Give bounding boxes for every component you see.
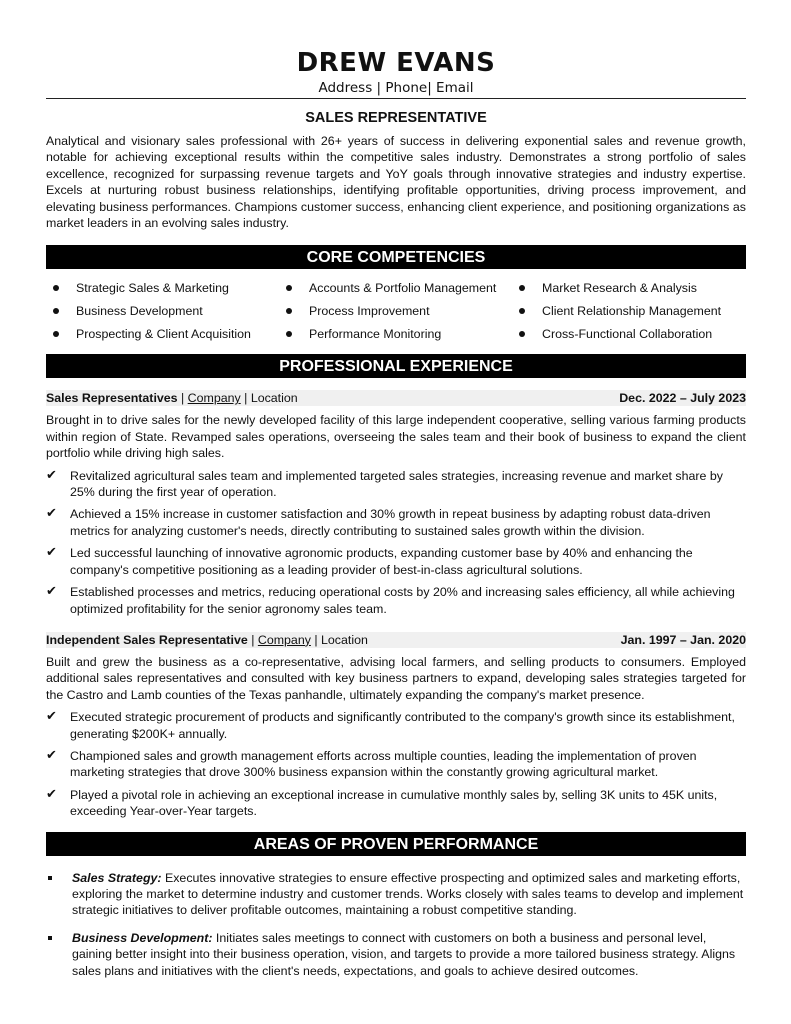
- competency-label: Strategic Sales & Marketing: [76, 281, 229, 296]
- job-description: Brought in to drive sales for the newly developed facility of this large independent cooperative, selling various farming products within region of State. Revamped sales operations, overseeing the sales team and their book of business to expand the client portfolio while driving high sales.: [46, 413, 746, 461]
- separator: |: [310, 632, 322, 647]
- competency-label: Client Relationship Management: [542, 304, 722, 319]
- achievement-item: [46, 468, 746, 501]
- job-dates: Dec. 2022 – July 2023: [619, 391, 746, 406]
- job-role-line: [46, 632, 368, 648]
- performance-text: [72, 930, 746, 979]
- checkmark-icon: ✔: [46, 467, 57, 483]
- achievement-text: Led successful launching of innovative agronomic products, expanding customer base by 40% and enhancing the company's competitive positioning as a leading provider of best-in-class agricultural solutions.: [70, 546, 693, 577]
- checkmark-icon: ✔: [46, 786, 57, 802]
- job-description: Built and grew the business as a co-representative, advising local farmers, and selling products to consumers. Employed additional sales representatives and consulted with key business partners to expand, developing sales strategies targeted for the Castro and Lamb counties of the Texas panhandle, ultimately expanding the company's market presence.: [46, 654, 746, 702]
- competency-item: [53, 326, 286, 342]
- job-company: Company: [187, 391, 241, 406]
- performance-description: Initiates sales meetings to connect with customers on both a business and personal level, gaining better insight into their business operation, vision, and targets to provide a more tailored business strategy. Aligns sales plans and initiatives with the client's needs, expectations, and goals to achieve desired outcomes.: [72, 930, 736, 978]
- performance-item: [46, 930, 746, 979]
- competency-item: [53, 280, 286, 296]
- professional-summary: Analytical and visionary sales professional with 26+ years of success in delivering exponential sales and revenue growth, notable for achieving exceptional results within the competitive sales industry. Demonstrates a strong portfolio of sales excellence, recognized for surpassing revenue targets and YoY goals through innovative strategies and industry expertise. Excels at nurturing robust business relationships, identifying profitable opportunities, driving process improvement, and elevating business performances. Champions customer success, enhancing client experience, and positioning organizations as market leaders in an evolving sales industry.: [46, 134, 746, 231]
- achievement-item: [46, 748, 746, 781]
- separator: |: [247, 632, 258, 647]
- achievement-item: [46, 787, 746, 820]
- achievement-text: Championed sales and growth management efforts across multiple counties, leading the implementation of proven marketing strategies that drove 300% business expansion within the constantly growing agricultural market.: [70, 748, 697, 780]
- job-header: [46, 390, 746, 406]
- achievement-text: Achieved a 15% increase in customer satisfaction and 30% growth in repeat business by adapting robust data-driven metrics for analyzing customer's needs, directly contributing to sustained sales growth within the division.: [70, 507, 711, 538]
- achievement-item: [46, 545, 746, 578]
- competency-item: [519, 280, 753, 296]
- achievement-text: Played a pivotal role in achieving an exceptional increase in cumulative monthly sales by, selling 3K units to 45K units, exceeding Year-over-Year targets.: [70, 787, 718, 819]
- achievement-item: [46, 584, 746, 617]
- contact-line: Address | Phone| Email: [318, 80, 474, 96]
- competency-label: Cross-Functional Collaboration: [542, 327, 713, 342]
- separator: |: [177, 391, 188, 406]
- separator: |: [240, 391, 251, 406]
- bullet-icon: [519, 331, 525, 337]
- checkmark-icon: ✔: [46, 709, 57, 725]
- achievement-text: Executed strategic procurement of products and significantly contributed to the company's growth since its establishment, generating $200K+ annually.: [70, 710, 735, 741]
- achievement-item: [46, 709, 746, 742]
- competency-label: Accounts & Portfolio Management: [309, 281, 497, 296]
- performance-description: Executes innovative strategies to ensure effective prospecting and optimized sales and marketing efforts, exploring the market to determine industry and customer trends. Works closely with sales teams to develop and implement strategic initiatives to deliver profitable outcomes, maintaining a robust competitive standing.: [72, 870, 744, 918]
- section-heading-experience: PROFESSIONAL EXPERIENCE: [46, 354, 746, 378]
- competency-label: Market Research & Analysis: [542, 281, 697, 296]
- job-role: Sales Representatives: [46, 391, 178, 406]
- job-location: Location: [250, 391, 298, 406]
- performance-text: [72, 870, 746, 919]
- checkmark-icon: ✔: [46, 506, 57, 522]
- resume-page: [46, 0, 746, 979]
- job-dates: Jan. 1997 – Jan. 2020: [620, 632, 746, 647]
- bullet-icon: [286, 331, 292, 337]
- performance-label: Sales Strategy:: [72, 870, 162, 885]
- competency-item: [519, 303, 753, 319]
- competency-item: [286, 326, 519, 342]
- checkmark-icon: ✔: [46, 747, 57, 763]
- section-heading-competencies: CORE COMPETENCIES: [46, 245, 746, 269]
- competencies-list: [46, 280, 746, 342]
- checkmark-icon: ✔: [46, 584, 57, 600]
- competency-item: [286, 280, 519, 296]
- job-location: Location: [321, 632, 368, 647]
- section-heading-performance: AREAS OF PROVEN PERFORMANCE: [46, 832, 746, 856]
- achievements-list: [46, 468, 746, 617]
- bullet-icon: [53, 285, 59, 291]
- bullet-icon: [286, 285, 292, 291]
- square-bullet-icon: [48, 876, 52, 880]
- job-company: Company: [257, 632, 311, 647]
- competency-item: [286, 303, 519, 319]
- bullet-icon: [53, 331, 59, 337]
- candidate-name: DREW EVANS: [296, 48, 496, 78]
- competency-label: Process Improvement: [309, 304, 430, 319]
- checkmark-icon: ✔: [46, 545, 57, 561]
- performance-label: Business Development:: [72, 930, 213, 945]
- bullet-icon: [286, 308, 292, 314]
- performance-item: [46, 870, 746, 919]
- competency-label: Performance Monitoring: [309, 327, 442, 342]
- achievement-item: [46, 506, 746, 539]
- achievements-list: [46, 709, 746, 819]
- header-divider: [46, 98, 746, 99]
- competency-label: Prospecting & Client Acquisition: [76, 327, 251, 342]
- competency-label: Business Development: [76, 304, 203, 319]
- bullet-icon: [519, 285, 525, 291]
- job-title: SALES REPRESENTATIVE: [305, 110, 487, 126]
- job-role-line: [46, 390, 298, 406]
- achievement-text: Established processes and metrics, reducing operational costs by 20% and increasing sales efficiency, all while achieving optimized profitability for the senior agronomy sales team.: [70, 585, 735, 616]
- competency-item: [519, 326, 753, 342]
- square-bullet-icon: [48, 936, 52, 940]
- job-role: Independent Sales Representative: [46, 632, 248, 647]
- job-header: [46, 632, 746, 648]
- bullet-icon: [53, 308, 59, 314]
- achievement-text: Revitalized agricultural sales team and implemented targeted sales strategies, increasing revenue and market share by 25% during the first year of operation.: [70, 468, 723, 500]
- bullet-icon: [519, 308, 525, 314]
- performance-list: [46, 870, 746, 979]
- competency-item: [53, 303, 286, 319]
